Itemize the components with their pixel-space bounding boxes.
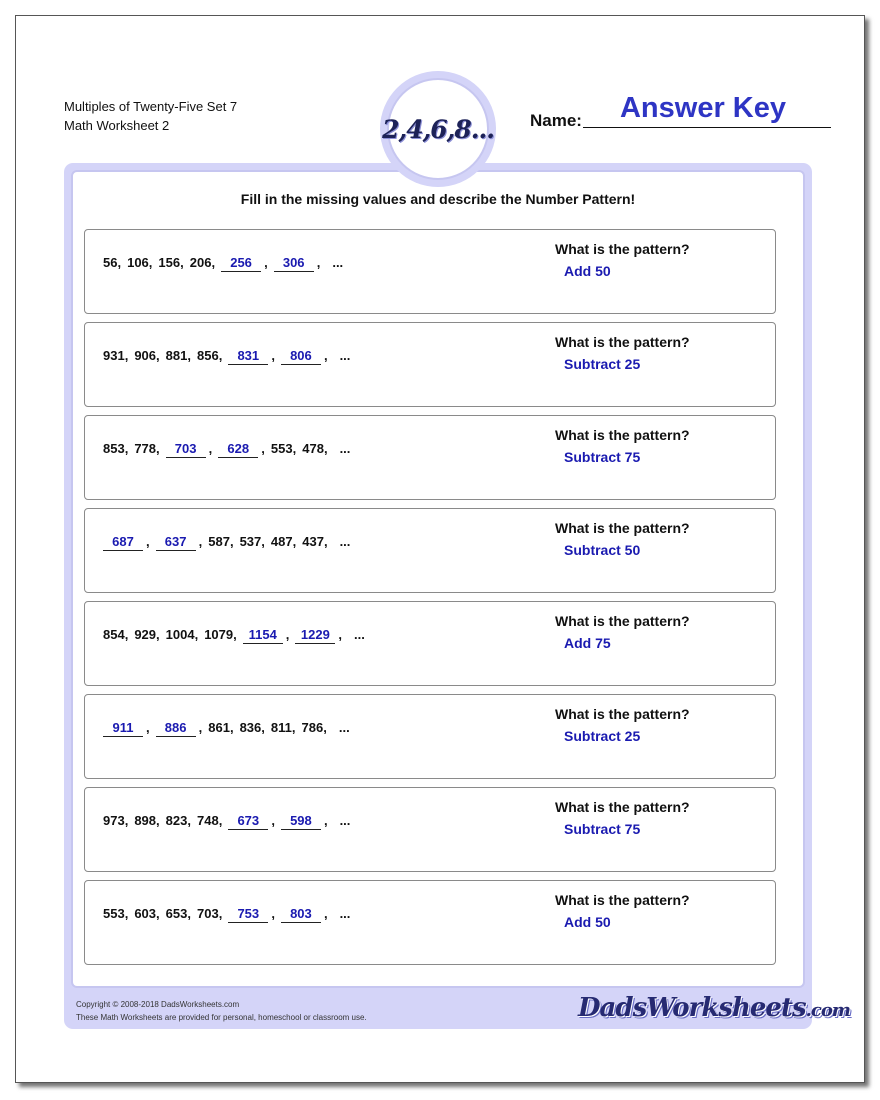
pattern-answer: Add 75: [564, 635, 611, 651]
pattern-question: What is the pattern?: [555, 520, 690, 536]
pattern-answer: Add 50: [564, 914, 611, 930]
term-value: 854: [103, 627, 125, 642]
sequence-term: [302, 720, 333, 735]
term-separator: ,: [124, 813, 129, 828]
answer-value: 628: [218, 440, 258, 458]
term-separator: ,: [124, 906, 129, 921]
term-separator: ,: [156, 906, 160, 921]
pattern-question: What is the pattern?: [555, 241, 690, 257]
term-separator: ,: [146, 720, 150, 735]
term-separator: ,: [198, 534, 203, 549]
term-separator: ,: [261, 534, 265, 549]
term-value: 537: [239, 534, 262, 549]
sequence-term: [271, 720, 302, 735]
sequence-term: [166, 813, 197, 828]
term-value: 478: [302, 441, 324, 456]
answer-value: 256: [221, 254, 261, 272]
usage-notice: These Math Worksheets are provided for personal, homeschool or classroom use.: [76, 1013, 367, 1022]
answer-blank: [281, 905, 334, 923]
answer-blank: [281, 347, 334, 365]
term-value: 487: [270, 534, 293, 549]
term-separator: ,: [271, 813, 275, 828]
answer-blank: [274, 254, 327, 272]
problem-box: [84, 322, 776, 407]
pattern-answer: Subtract 50: [564, 542, 641, 558]
sequence-term: [134, 906, 165, 921]
term-separator: ,: [208, 441, 213, 456]
term-separator: ,: [271, 348, 275, 363]
term-separator: ,: [218, 348, 223, 363]
sequence-term: [271, 534, 302, 549]
term-value: 973: [103, 813, 125, 828]
problem-box: [84, 229, 776, 314]
term-value: 703: [196, 906, 219, 921]
sequence-term: [197, 348, 228, 363]
term-separator: ,: [156, 441, 160, 456]
term-separator: ,: [117, 255, 122, 270]
sequence-term: [103, 627, 134, 642]
term-value: 587: [208, 534, 230, 549]
term-separator: ,: [264, 255, 268, 270]
term-separator: ,: [156, 348, 160, 363]
term-value: 786: [301, 720, 324, 735]
pattern-question: What is the pattern?: [555, 706, 690, 722]
answer-blank: [228, 905, 281, 923]
term-value: 1079: [204, 627, 234, 642]
sequence-term: [127, 255, 158, 270]
answer-blank: [228, 347, 281, 365]
number-sequence: [103, 533, 350, 551]
term-value: 553: [270, 441, 293, 456]
answer-blank: [295, 626, 348, 644]
sequence-ellipsis: ...: [338, 720, 350, 735]
term-separator: ,: [323, 720, 327, 735]
term-value: 931: [103, 348, 125, 363]
term-separator: ,: [323, 441, 328, 456]
sequence-term: [208, 534, 239, 549]
problem-box: [84, 415, 776, 500]
answer-value: 911: [103, 719, 143, 737]
term-separator: ,: [218, 906, 223, 921]
sequence-ellipsis: ...: [339, 441, 351, 456]
term-separator: ,: [229, 534, 234, 549]
term-separator: ,: [271, 906, 275, 921]
term-value: 1004: [165, 627, 195, 642]
answer-blank: [228, 812, 281, 830]
answer-value: 673: [228, 812, 268, 830]
pattern-answer: Subtract 75: [564, 449, 641, 465]
answer-blank: [156, 719, 209, 737]
term-separator: ,: [292, 441, 297, 456]
pattern-answer: Subtract 25: [564, 728, 641, 744]
sequence-term: [166, 627, 205, 642]
term-value: 56: [103, 255, 118, 270]
term-separator: ,: [194, 627, 199, 642]
pattern-question: What is the pattern?: [555, 334, 690, 350]
counting-badge-logo: [382, 78, 494, 180]
answer-blank: [156, 533, 209, 551]
sequence-term: [103, 348, 134, 363]
sequence-term: [134, 441, 165, 456]
term-separator: ,: [187, 813, 191, 828]
copyright-text: Copyright © 2008-2018 DadsWorksheets.com: [76, 1000, 240, 1009]
term-separator: ,: [187, 906, 191, 921]
answer-value: 803: [281, 905, 321, 923]
answer-value: 753: [228, 905, 268, 923]
sequence-ellipsis: ...: [339, 534, 351, 549]
answer-value: 831: [228, 347, 268, 365]
answer-value: 1229: [295, 626, 335, 644]
footer-text: [76, 998, 367, 1024]
term-separator: ,: [180, 255, 184, 270]
number-sequence: [103, 626, 365, 644]
sequence-ellipsis: ...: [339, 813, 351, 828]
answer-blank: [218, 440, 271, 458]
term-value: 437: [302, 534, 324, 549]
sequence-term: [158, 255, 189, 270]
term-separator: ,: [148, 255, 153, 270]
answer-value: 806: [281, 347, 321, 365]
sequence-ellipsis: ...: [332, 255, 344, 270]
term-separator: ,: [323, 813, 328, 828]
sequence-term: [103, 441, 134, 456]
number-sequence: [103, 812, 350, 830]
answer-value: 637: [156, 533, 196, 551]
term-value: 206: [189, 255, 212, 270]
sequence-term: [134, 348, 165, 363]
answer-value: 1154: [243, 626, 283, 644]
sequence-term: [204, 627, 243, 642]
term-value: 823: [165, 813, 188, 828]
term-value: 881: [165, 348, 188, 363]
sequence-ellipsis: ...: [339, 906, 351, 921]
answer-blank: [103, 719, 156, 737]
term-separator: ,: [261, 441, 265, 456]
sequence-ellipsis: ...: [354, 627, 365, 642]
term-separator: ,: [292, 534, 297, 549]
term-value: 929: [134, 627, 157, 642]
term-value: 836: [239, 720, 262, 735]
logo-suffix: .com: [805, 1000, 850, 1021]
answer-value: 703: [166, 440, 206, 458]
name-line: [583, 127, 831, 128]
term-value: 861: [208, 720, 230, 735]
problem-box: [84, 787, 776, 872]
sequence-term: [240, 720, 271, 735]
instructions: Fill in the missing values and describe the Number Pattern!: [240, 191, 636, 207]
sequence-term: [302, 534, 333, 549]
term-value: 106: [127, 255, 149, 270]
term-separator: ,: [316, 255, 321, 270]
problem-box: [84, 508, 776, 593]
sequence-term: [302, 441, 333, 456]
answer-value: 886: [156, 719, 196, 737]
sequence-ellipsis: ...: [339, 348, 351, 363]
dadsworksheets-logo: [578, 993, 850, 1023]
worksheet-title: [64, 97, 237, 135]
term-separator: ,: [124, 627, 129, 642]
term-separator: ,: [291, 720, 296, 735]
term-value: 603: [134, 906, 157, 921]
number-sequence: [103, 719, 350, 737]
term-value: 156: [158, 255, 181, 270]
sequence-term: [134, 813, 165, 828]
term-value: 853: [103, 441, 125, 456]
answer-value: 598: [281, 812, 321, 830]
term-separator: ,: [261, 720, 265, 735]
sequence-term: [166, 906, 197, 921]
term-value: 748: [196, 813, 219, 828]
sequence-term: [240, 534, 271, 549]
term-separator: ,: [124, 348, 129, 363]
pattern-answer: Add 50: [564, 263, 611, 279]
answer-value: 306: [274, 254, 314, 272]
answer-blank: [243, 626, 296, 644]
term-separator: ,: [323, 348, 328, 363]
pattern-answer: Subtract 25: [564, 356, 641, 372]
term-value: 906: [134, 348, 157, 363]
pattern-question: What is the pattern?: [555, 613, 690, 629]
answer-blank: [221, 254, 274, 272]
sequence-term: [103, 906, 134, 921]
sequence-term: [103, 255, 127, 270]
term-value: 898: [134, 813, 157, 828]
pattern-question: What is the pattern?: [555, 799, 690, 815]
term-separator: ,: [124, 441, 129, 456]
title-line-2: Math Worksheet 2: [64, 118, 170, 133]
name-label: Name:: [530, 111, 582, 130]
answer-blank: [166, 440, 219, 458]
pattern-question: What is the pattern?: [555, 427, 690, 443]
problem-box: [84, 694, 776, 779]
sequence-term: [197, 906, 228, 921]
answer-blank: [281, 812, 334, 830]
logo-main: DadsWorksheets: [578, 993, 806, 1023]
term-separator: ,: [338, 627, 342, 642]
term-separator: ,: [285, 627, 290, 642]
term-separator: ,: [323, 534, 328, 549]
problem-box: [84, 880, 776, 965]
badge-text: 2,4,6,8...: [382, 114, 494, 144]
term-value: 778: [134, 441, 157, 456]
term-separator: ,: [146, 534, 150, 549]
problem-box: [84, 601, 776, 686]
answer-blank: [103, 533, 156, 551]
sequence-term: [166, 348, 197, 363]
sequence-term: [197, 813, 228, 828]
number-sequence: [103, 905, 350, 923]
sequence-term: [208, 720, 239, 735]
sequence-term: [103, 813, 134, 828]
pattern-question: What is the pattern?: [555, 892, 690, 908]
number-sequence: [103, 254, 343, 272]
term-separator: ,: [156, 627, 160, 642]
term-separator: ,: [187, 348, 191, 363]
title-line-1: Multiples of Twenty-Five Set 7: [64, 99, 238, 114]
term-separator: ,: [198, 720, 203, 735]
sequence-term: [190, 255, 221, 270]
sequence-term: [271, 441, 302, 456]
term-separator: ,: [211, 255, 216, 270]
number-sequence: [103, 347, 350, 365]
pattern-answer: Subtract 75: [564, 821, 641, 837]
answer-key-text: Answer Key: [619, 92, 786, 124]
term-separator: ,: [218, 813, 223, 828]
term-value: 553: [103, 906, 125, 921]
term-value: 653: [165, 906, 188, 921]
number-sequence: [103, 440, 350, 458]
term-separator: ,: [323, 906, 328, 921]
term-value: 811: [270, 720, 292, 735]
answer-value: 687: [103, 533, 143, 551]
sequence-term: [134, 627, 165, 642]
term-separator: ,: [233, 627, 237, 642]
term-separator: ,: [156, 813, 160, 828]
term-value: 856: [196, 348, 219, 363]
term-separator: ,: [229, 720, 234, 735]
